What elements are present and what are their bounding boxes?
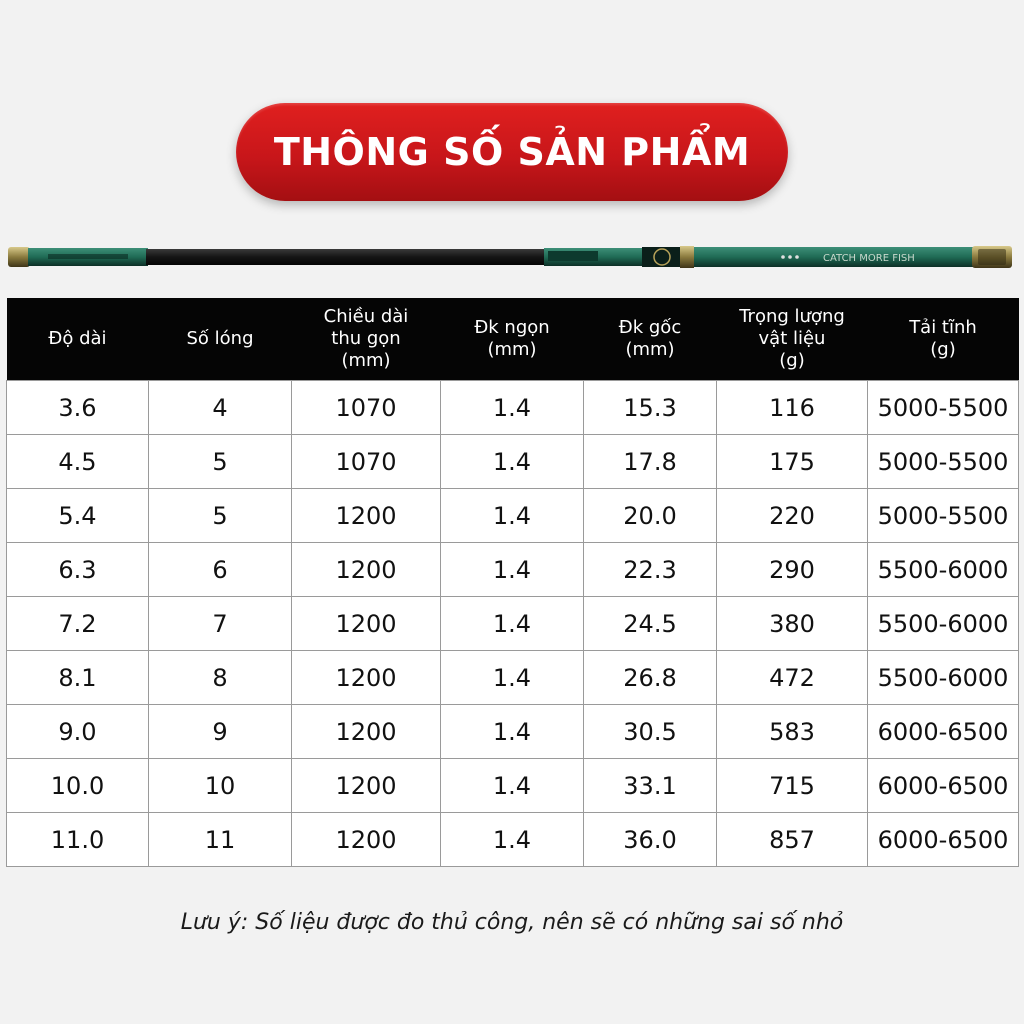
cell-weight: 380	[717, 597, 868, 651]
spec-table	[6, 298, 1019, 867]
table-row	[7, 543, 1019, 597]
cell-butt-diameter: 17.8	[584, 435, 717, 489]
cell-tip-diameter: 1.4	[441, 435, 584, 489]
table-row	[7, 489, 1019, 543]
cell-weight: 715	[717, 759, 868, 813]
table-row	[7, 435, 1019, 489]
cell-sections: 9	[149, 705, 292, 759]
rod-marking: CATCH MORE FISH	[823, 253, 915, 264]
cell-closed-length: 1200	[292, 597, 441, 651]
cell-static-load: 5500-6000	[868, 597, 1019, 651]
cell-length: 6.3	[7, 543, 149, 597]
header-tip-diameter: Đk ngọn (mm)	[441, 298, 584, 381]
cell-tip-diameter: 1.4	[441, 543, 584, 597]
spec-table-container	[6, 298, 1018, 867]
cell-closed-length: 1070	[292, 381, 441, 435]
fishing-rod-image	[8, 245, 1012, 269]
cell-weight: 175	[717, 435, 868, 489]
footnote: Lưu ý: Số liệu được đo thủ công, nên sẽ có những sai số nhỏ	[180, 910, 844, 935]
cell-weight: 116	[717, 381, 868, 435]
cell-tip-diameter: 1.4	[441, 597, 584, 651]
cell-tip-diameter: 1.4	[441, 651, 584, 705]
cell-butt-diameter: 26.8	[584, 651, 717, 705]
table-row	[7, 705, 1019, 759]
page-title: THÔNG SỐ SẢN PHẨM	[273, 130, 751, 174]
table-row	[7, 381, 1019, 435]
cell-static-load: 6000-6500	[868, 813, 1019, 867]
cell-static-load: 6000-6500	[868, 759, 1019, 813]
cell-closed-length: 1200	[292, 651, 441, 705]
cell-sections: 5	[149, 489, 292, 543]
cell-sections: 11	[149, 813, 292, 867]
cell-static-load: 5000-5500	[868, 489, 1019, 543]
cell-length: 7.2	[7, 597, 149, 651]
cell-sections: 4	[149, 381, 292, 435]
cell-static-load: 6000-6500	[868, 705, 1019, 759]
cell-tip-diameter: 1.4	[441, 759, 584, 813]
table-row	[7, 813, 1019, 867]
cell-length: 4.5	[7, 435, 149, 489]
cell-butt-diameter: 36.0	[584, 813, 717, 867]
cell-length: 8.1	[7, 651, 149, 705]
cell-sections: 10	[149, 759, 292, 813]
cell-tip-diameter: 1.4	[441, 489, 584, 543]
cell-length: 11.0	[7, 813, 149, 867]
cell-butt-diameter: 30.5	[584, 705, 717, 759]
header-weight: Trọng lượng vật liệu (g)	[717, 298, 868, 381]
cell-tip-diameter: 1.4	[441, 381, 584, 435]
cell-static-load: 5500-6000	[868, 651, 1019, 705]
cell-butt-diameter: 20.0	[584, 489, 717, 543]
cell-tip-diameter: 1.4	[441, 813, 584, 867]
cell-static-load: 5500-6000	[868, 543, 1019, 597]
cell-butt-diameter: 24.5	[584, 597, 717, 651]
table-header-row	[7, 298, 1019, 381]
header-butt-diameter: Đk gốc (mm)	[584, 298, 717, 381]
cell-butt-diameter: 22.3	[584, 543, 717, 597]
cell-length: 3.6	[7, 381, 149, 435]
cell-butt-diameter: 15.3	[584, 381, 717, 435]
cell-sections: 8	[149, 651, 292, 705]
cell-static-load: 5000-5500	[868, 435, 1019, 489]
table-row	[7, 597, 1019, 651]
cell-closed-length: 1200	[292, 543, 441, 597]
cell-length: 9.0	[7, 705, 149, 759]
cell-weight: 220	[717, 489, 868, 543]
cell-closed-length: 1200	[292, 813, 441, 867]
cell-tip-diameter: 1.4	[441, 705, 584, 759]
header-static-load: Tải tĩnh (g)	[868, 298, 1019, 381]
cell-weight: 583	[717, 705, 868, 759]
title-banner	[236, 103, 788, 201]
table-row	[7, 651, 1019, 705]
cell-sections: 7	[149, 597, 292, 651]
cell-static-load: 5000-5500	[868, 381, 1019, 435]
table-row	[7, 759, 1019, 813]
cell-weight: 290	[717, 543, 868, 597]
cell-sections: 5	[149, 435, 292, 489]
cell-butt-diameter: 33.1	[584, 759, 717, 813]
cell-closed-length: 1200	[292, 705, 441, 759]
cell-length: 5.4	[7, 489, 149, 543]
cell-length: 10.0	[7, 759, 149, 813]
cell-weight: 857	[717, 813, 868, 867]
header-closed-length: Chiều dài thu gọn (mm)	[292, 298, 441, 381]
cell-closed-length: 1200	[292, 489, 441, 543]
cell-weight: 472	[717, 651, 868, 705]
cell-closed-length: 1070	[292, 435, 441, 489]
header-length: Độ dài	[7, 298, 149, 381]
cell-closed-length: 1200	[292, 759, 441, 813]
header-sections: Số lóng	[149, 298, 292, 381]
cell-sections: 6	[149, 543, 292, 597]
